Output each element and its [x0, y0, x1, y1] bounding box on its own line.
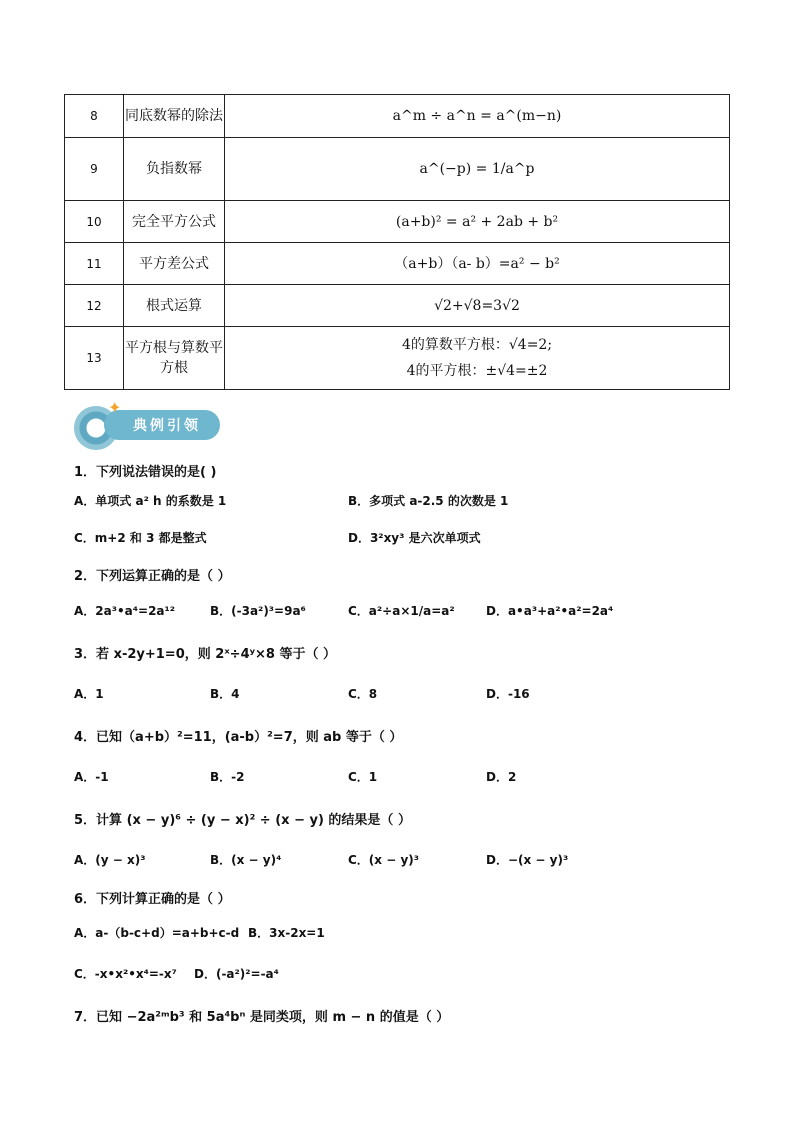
- q2-option-c: C．a²÷a×1/a=a²: [348, 604, 455, 618]
- q4-option-a: A．-1: [74, 770, 109, 784]
- table-row: [65, 285, 730, 327]
- spark-icon: ✦: [108, 398, 122, 417]
- q5-option-c: C．(x − y)³: [348, 853, 420, 867]
- row-formula: [225, 327, 730, 390]
- q6-option-b: B．3x-2x=1: [248, 926, 325, 940]
- row-formula: a^(−p) = 1/a^p: [225, 138, 730, 201]
- q3-option-b: B．4: [210, 687, 240, 701]
- q1-option-c: C．m+2 和 3 都是整式: [74, 531, 207, 545]
- table-row: [65, 95, 730, 138]
- row-number: 8: [65, 95, 124, 138]
- q2-option-b: B．(-3a²)³=9a⁶: [210, 604, 306, 618]
- row-number: 13: [65, 327, 124, 390]
- row-number: 9: [65, 138, 124, 201]
- formula-table: [64, 94, 730, 390]
- row-name: 平方根与算数平方根: [124, 327, 225, 390]
- q3-option-a: A．1: [74, 687, 104, 701]
- row-formula: √2+√8=3√2: [225, 285, 730, 327]
- row-formula: a^m ÷ a^n = a^(m−n): [225, 95, 730, 138]
- question-1: 1．下列说法错误的是( ): [74, 465, 217, 480]
- table-row: [65, 327, 730, 390]
- q2-option-a: A．2a³•a⁴=2a¹²: [74, 604, 176, 618]
- section-header: [74, 398, 224, 450]
- q5-option-a: A．(y − x)³: [74, 853, 146, 867]
- row-name: 负指数幂: [124, 138, 225, 201]
- q6-option-a: A．a-（b-c+d）=a+b+c-d: [74, 926, 240, 940]
- q2-option-d: D．a•a³+a²•a²=2a⁴: [486, 604, 614, 618]
- question-4: 4．已知（a+b）²=11，(a-b）²=7，则 ab 等于（ ）: [74, 730, 403, 745]
- q1-option-b: B．多项式 a-2.5 的次数是 1: [348, 494, 509, 508]
- q3-option-c: C．8: [348, 687, 378, 701]
- question-3: 3．若 x-2y+1=0，则 2ˣ÷4ʸ×8 等于（ ）: [74, 647, 337, 662]
- row-number: 10: [65, 201, 124, 243]
- q5-option-b: B．(x − y)⁴: [210, 853, 282, 867]
- q4-option-c: C．1: [348, 770, 378, 784]
- q3-option-d: D．-16: [486, 687, 530, 701]
- row-name: 完全平方公式: [124, 201, 225, 243]
- q6-option-d: D．(-a²)²=-a⁴: [194, 967, 279, 981]
- row-number: 12: [65, 285, 124, 327]
- q1-option-d: D．3²xy³ 是六次单项式: [348, 531, 481, 545]
- section-title: 典例引领: [104, 410, 220, 440]
- question-5: 5．计算 (x − y)⁶ ÷ (y − x)² ÷ (x − y) 的结果是（ ）: [74, 813, 411, 828]
- q5-option-d: D．−(x − y)³: [486, 853, 569, 867]
- row-name: 同底数幂的除法: [124, 95, 225, 138]
- q1-option-a: A．单项式 a² h 的系数是 1: [74, 494, 227, 508]
- row-formula: （a+b）（a- b）=a² − b²: [225, 243, 730, 285]
- table-row: [65, 243, 730, 285]
- row-number: 11: [65, 243, 124, 285]
- question-6: 6．下列计算正确的是（ ）: [74, 892, 231, 907]
- row-formula: (a+b)² = a² + 2ab + b²: [225, 201, 730, 243]
- formula-line-2: 4的平方根：±√4=±2: [406, 363, 548, 379]
- formula-line-1: 4的算数平方根：√4=2;: [401, 337, 553, 353]
- table-row: [65, 138, 730, 201]
- question-2: 2．下列运算正确的是（ ）: [74, 569, 231, 584]
- q4-option-b: B．-2: [210, 770, 245, 784]
- table-row: [65, 201, 730, 243]
- row-name: 根式运算: [124, 285, 225, 327]
- q4-option-d: D．2: [486, 770, 517, 784]
- q6-option-c: C．-x•x²•x⁴=-x⁷: [74, 967, 177, 981]
- row-name: 平方差公式: [124, 243, 225, 285]
- question-7: 7．已知 −2a²ᵐb³ 和 5a⁴bⁿ 是同类项，则 m − n 的值是（ ）: [74, 1010, 450, 1025]
